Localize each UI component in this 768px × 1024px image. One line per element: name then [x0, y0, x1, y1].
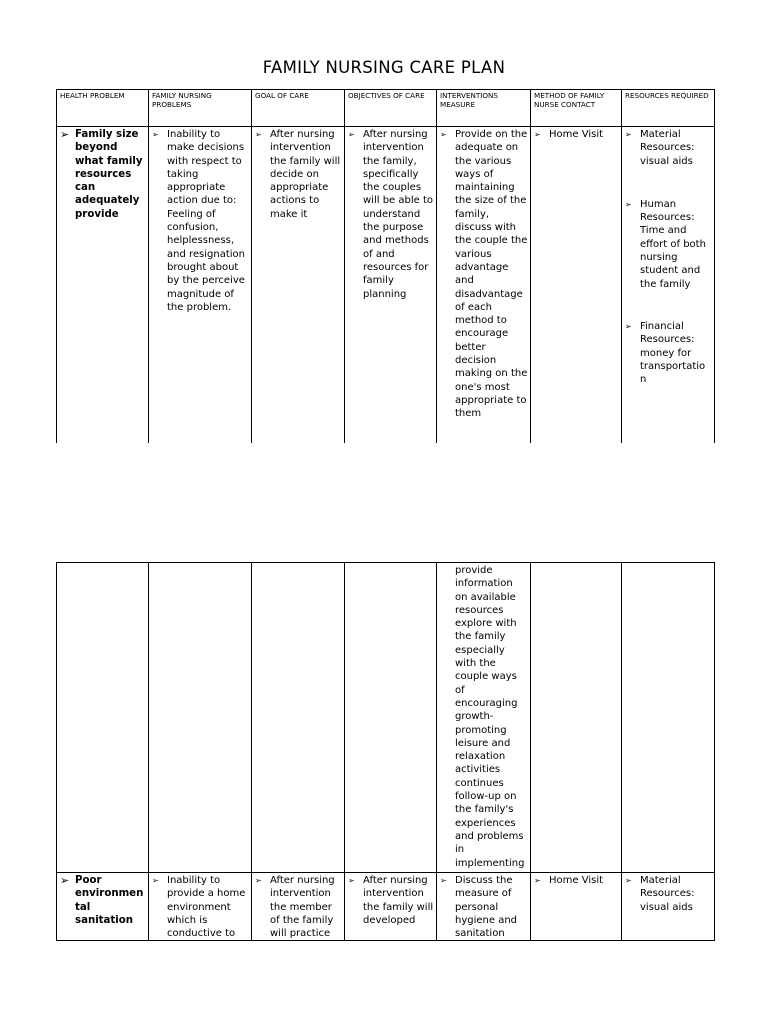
objective-cell: ➢ After nursing intervention the family will developed — [345, 873, 437, 941]
method-cell: ➢ Home Visit — [531, 127, 622, 444]
care-plan-table-page2 — [56, 562, 715, 941]
goal-cell: ➢ After nursing intervention the member of the family will practice — [252, 873, 345, 941]
nursing-problem-cell: ➢ Inability to make decisions with respect to taking appropriate action due to: Feeling of confusion, helplessness, and resignation brought about by the perceive magnitude of the problem. — [149, 127, 252, 444]
header-goal-of-care: GOAL OF CARE — [252, 90, 345, 127]
intervention-continued-cell: provide information on available resources explore with the family especially with the couple ways of encouraging growth-promoting leisure and relaxation activities continues follow-up on the family's experiences and problems in implementing — [437, 563, 531, 873]
page-title: FAMILY NURSING CARE PLAN — [262, 58, 506, 77]
bullet-arrow-icon: ➢ — [348, 130, 355, 139]
bullet-arrow-icon: ➢ — [152, 130, 159, 139]
table-row — [57, 563, 715, 873]
bullet-arrow-icon: ➢ — [534, 876, 541, 885]
resources-cell: ➢ Material Resources: visual aids — [622, 873, 715, 941]
bullet-arrow-icon: ➢ — [534, 130, 541, 139]
bullet-arrow-icon: ➢ — [625, 321, 632, 331]
bullet-arrow-icon: ➢ — [255, 130, 262, 139]
bullet-arrow-icon: ➢ — [152, 876, 159, 885]
nursing-problem-cell: ➢ Inability to provide a home environment which is conductive to — [149, 873, 252, 941]
table-header-row — [57, 90, 715, 127]
bullet-arrow-icon: ➢ — [440, 130, 447, 139]
care-plan-table-page1 — [56, 89, 715, 443]
header-health-problem: HEALTH PROBLEM — [57, 90, 149, 127]
header-resources-required: RESOURCES REQUIRED — [622, 90, 715, 127]
bullet-arrow-icon: ➢ — [348, 876, 355, 885]
health-problem-cell: ➢ Poor environmen tal sanitation — [57, 873, 149, 941]
bullet-arrow-icon: ➢ — [60, 128, 70, 141]
method-cell: ➢ Home Visit — [531, 873, 622, 941]
header-objectives-of-care: OBJECTIVES OF CARE — [345, 90, 437, 127]
header-method-of-contact: METHOD OF FAMILY NURSE CONTACT — [531, 90, 622, 127]
goal-cell: ➢ After nursing intervention the family will decide on appropriate actions to make it — [252, 127, 345, 444]
bullet-arrow-icon: ➢ — [255, 876, 262, 885]
bullet-arrow-icon: ➢ — [625, 876, 632, 885]
health-problem-cell: ➢ Family size beyond what family resources can adequately provide — [57, 127, 149, 444]
objective-cell: ➢ After nursing intervention the family, specifically the couples will be able to understand the purpose and methods of and resources for family planning — [345, 127, 437, 444]
table-row — [57, 873, 715, 941]
resources-cell: ➢ Material Resources: visual aids ➢ Human Resources: Time and effort of both nursing student and the family ➢ Financial Resources: money for transportatio n — [622, 127, 715, 444]
header-interventions-measure: INTERVENTIONS MEASURE — [437, 90, 531, 127]
table-row — [57, 127, 715, 444]
bullet-arrow-icon: ➢ — [440, 876, 447, 885]
intervention-cell: ➢ Discuss the measure of personal hygiene and sanitation — [437, 873, 531, 941]
header-family-nursing-problems: FAMILY NURSING PROBLEMS — [149, 90, 252, 127]
bullet-arrow-icon: ➢ — [625, 130, 632, 139]
bullet-arrow-icon: ➢ — [60, 874, 70, 887]
intervention-cell: ➢ Provide on the adequate on the various ways of maintaining the size of the family, discuss with the couple the various advantage and disadvantage of each method to encourage better decision making on the one's most appropriate to them — [437, 127, 531, 444]
bullet-arrow-icon: ➢ — [625, 199, 632, 209]
